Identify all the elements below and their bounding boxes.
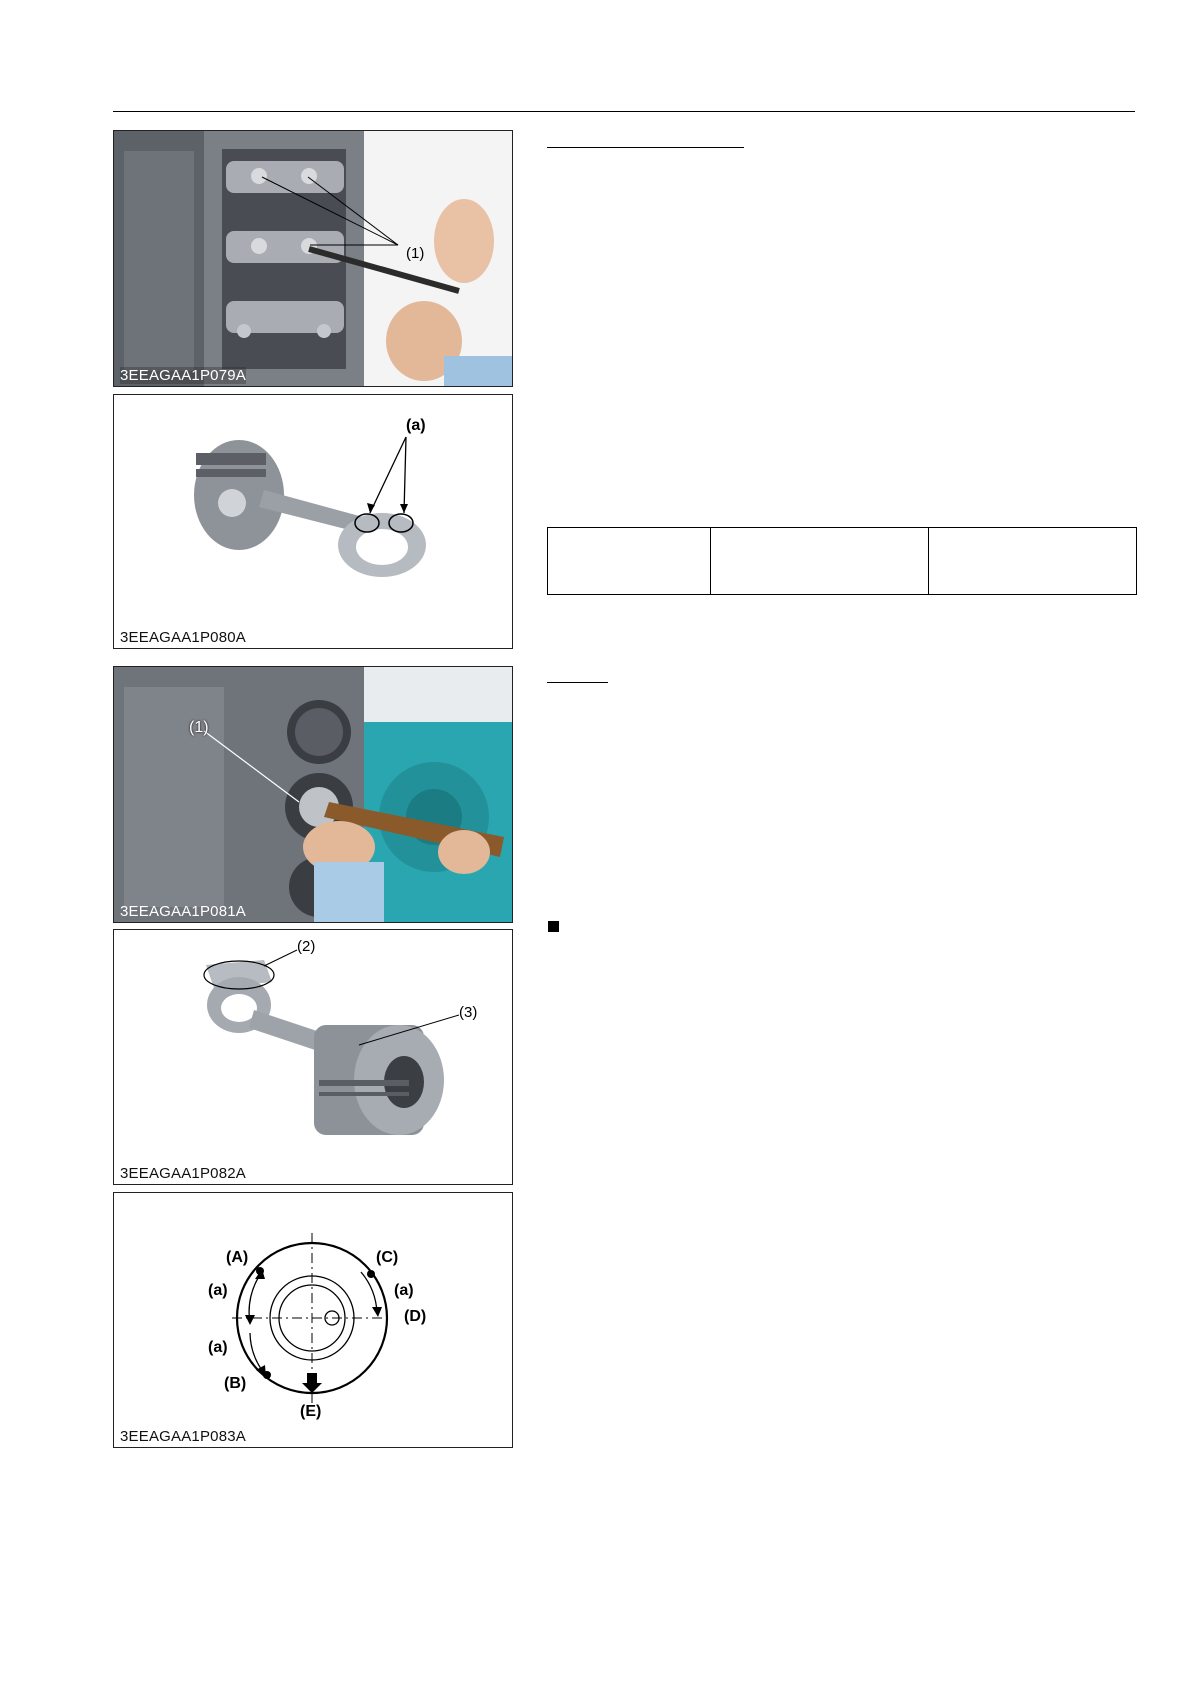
label-D: (D) [404, 1308, 427, 1325]
figure-caption: 3EEAGAA1P081A [120, 903, 247, 920]
piston-extraction-photo [114, 667, 512, 922]
section-bullet [548, 921, 559, 932]
figure-ring-gap-diagram [113, 1192, 513, 1448]
figure-piston-extraction [113, 666, 513, 923]
engine-block-photo [114, 131, 512, 386]
figure-piston-mark [113, 929, 513, 1185]
callout-3: (3) [459, 1004, 478, 1021]
piston-mark-photo [114, 930, 512, 1184]
table-cell [711, 528, 929, 595]
figure-caption: 3EEAGAA1P083A [120, 1428, 247, 1445]
section-heading-underline [547, 147, 744, 148]
table-cell [548, 528, 711, 595]
label-E: (E) [300, 1403, 322, 1420]
table-cell [929, 528, 1137, 595]
table-row [548, 528, 1137, 595]
label-a-right: (a) [394, 1282, 414, 1299]
label-a-lower-left: (a) [208, 1339, 228, 1356]
figure-caption: 3EEAGAA1P080A [120, 629, 247, 646]
note-heading-underline [547, 682, 608, 683]
spec-table [547, 527, 1137, 595]
label-C: (C) [376, 1249, 399, 1266]
callout-1: (1) [189, 719, 209, 736]
header-rule [113, 111, 1135, 112]
figure-caption: 3EEAGAA1P082A [120, 1165, 247, 1182]
piston-rod-photo [114, 395, 512, 648]
callout-1: (1) [406, 245, 425, 262]
label-B: (B) [224, 1375, 247, 1392]
callout-2: (2) [297, 938, 316, 955]
figure-caption: 3EEAGAA1P079A [120, 367, 247, 384]
label-A: (A) [226, 1249, 249, 1266]
figure-connecting-rod-cap-removal [113, 130, 513, 387]
label-a-upper-left: (a) [208, 1282, 228, 1299]
figure-connecting-rod-marks [113, 394, 513, 649]
callout-a: (a) [406, 417, 426, 434]
